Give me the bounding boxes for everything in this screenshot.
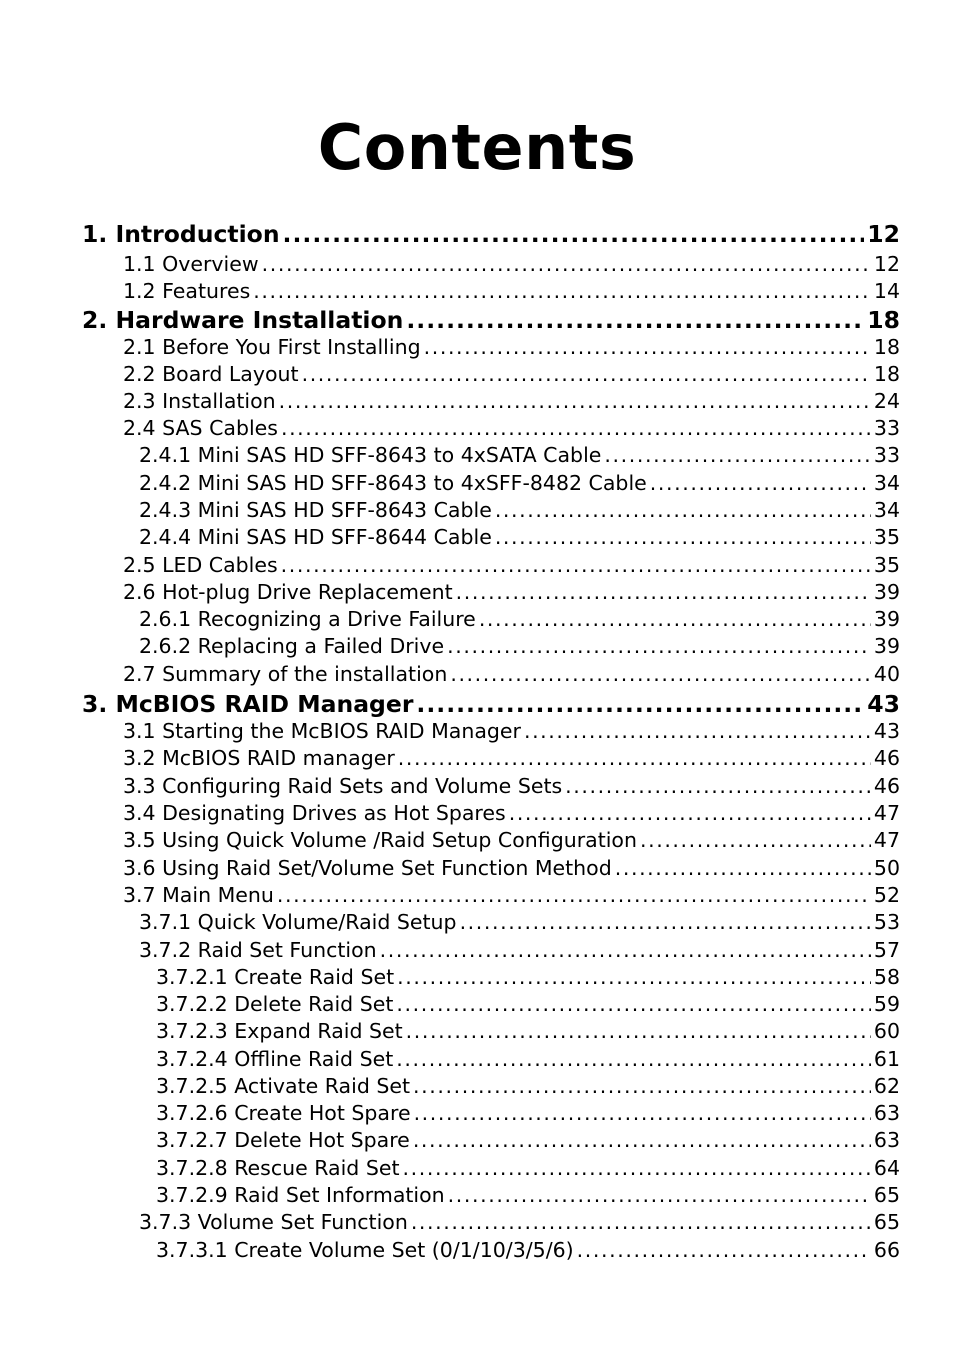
toc-entry-page-number: 39 [873, 634, 900, 658]
toc-entry-page-number: 46 [873, 746, 900, 770]
toc-entry-label: 3.2 McBIOS RAID manager [123, 746, 395, 770]
dot-leader [447, 634, 871, 658]
toc-entry-level-3[interactable] [0, 634, 954, 661]
toc-entry-label: 2.4.2 Mini SAS HD SFF-8643 to 4xSFF-8482 Cable [139, 471, 647, 495]
toc-entry-label: 3.7.2.7 Delete Hot Spare [156, 1128, 410, 1152]
toc-entry-level-3[interactable] [0, 910, 954, 937]
toc-entry-level-4[interactable] [0, 1047, 954, 1074]
toc-entry-page-number: 59 [873, 992, 900, 1016]
toc-entry-label: 2.4.3 Mini SAS HD SFF-8643 Cable [139, 498, 492, 522]
toc-entry-label: 2.6 Hot-plug Drive Replacement [123, 580, 453, 604]
toc-entry-label: 2.4 SAS Cables [123, 416, 278, 440]
toc-entry-label: 2.6.1 Recognizing a Drive Failure [139, 607, 476, 631]
dot-leader [406, 1019, 871, 1043]
toc-entry-page-number: 35 [873, 525, 900, 549]
dot-leader [640, 828, 871, 852]
toc-entry-label: 3.5 Using Quick Volume /Raid Setup Configuration [123, 828, 637, 852]
toc-entry-level-2[interactable] [0, 416, 954, 443]
toc-entry-level-4[interactable] [0, 1019, 954, 1046]
toc-entry-level-2[interactable] [0, 662, 954, 689]
toc-entry-page-number: 62 [873, 1074, 900, 1098]
dot-leader [406, 306, 864, 334]
toc-entry-label: 2.6.2 Replacing a Failed Drive [139, 634, 445, 658]
dot-leader [398, 746, 871, 770]
toc-entry-label: 3.7.2.5 Activate Raid Set [156, 1074, 411, 1098]
toc-entry-page-number: 52 [873, 883, 900, 907]
dot-leader [397, 965, 871, 989]
toc-entry-label: 3.7.2.8 Rescue Raid Set [156, 1156, 400, 1180]
toc-entry-page-number: 14 [873, 279, 900, 303]
dot-leader [253, 279, 871, 303]
toc-entry-page-number: 39 [873, 607, 900, 631]
dot-leader [495, 525, 871, 549]
dot-leader [283, 220, 865, 248]
dot-leader [413, 1128, 871, 1152]
toc-entry-level-3[interactable] [0, 443, 954, 470]
toc-entry-page-number: 58 [873, 965, 900, 989]
toc-entry-label: 2.4.4 Mini SAS HD SFF-8644 Cable [139, 525, 492, 549]
dot-leader [281, 416, 871, 440]
toc-entry-level-2[interactable] [0, 719, 954, 746]
toc-entry-label: 3.1 Starting the McBIOS RAID Manager [123, 719, 521, 743]
toc-entry-level-2[interactable] [0, 883, 954, 910]
dot-leader [416, 690, 864, 718]
toc-entry-level-4[interactable] [0, 1156, 954, 1183]
dot-leader [615, 856, 871, 880]
toc-entry-page-number: 12 [867, 220, 900, 248]
toc-entry-page-number: 39 [873, 580, 900, 604]
dot-leader [604, 443, 871, 467]
toc-entry-page-number: 18 [873, 362, 900, 386]
toc-entry-level-3[interactable] [0, 607, 954, 634]
toc-entry-page-number: 66 [873, 1238, 900, 1262]
dot-leader [403, 1156, 871, 1180]
dot-leader [277, 883, 871, 907]
toc-entry-page-number: 60 [873, 1019, 900, 1043]
toc-entry-level-4[interactable] [0, 1238, 954, 1265]
toc-entry-label: 1.1 Overview [123, 252, 259, 276]
toc-entry-page-number: 63 [873, 1128, 900, 1152]
toc-entry-label: 3.7.2.9 Raid Set Information [156, 1183, 445, 1207]
toc-entry-label: 2.3 Installation [123, 389, 276, 413]
toc-entry-label: 3.7.2.4 Offline Raid Set [156, 1047, 394, 1071]
toc-entry-level-4[interactable] [0, 992, 954, 1019]
toc-entry-page-number: 33 [873, 443, 900, 467]
dot-leader [396, 1047, 871, 1071]
dot-leader [414, 1101, 871, 1125]
toc-entry-level-4[interactable] [0, 1183, 954, 1210]
toc-entry-level-2[interactable] [0, 553, 954, 580]
toc-entry-label: 3.7.3 Volume Set Function [139, 1210, 408, 1234]
toc-entry-page-number: 35 [873, 553, 900, 577]
dot-leader [411, 1210, 871, 1234]
toc-entry-level-1[interactable] [0, 690, 954, 717]
dot-leader [524, 719, 871, 743]
toc-entry-page-number: 18 [867, 306, 900, 334]
toc-entry-label: 2.7 Summary of the installation [123, 662, 448, 686]
toc-entry-level-2[interactable] [0, 252, 954, 279]
toc-entry-label: 2.4.1 Mini SAS HD SFF-8643 to 4xSATA Cable [139, 443, 602, 467]
toc-entry-level-3[interactable] [0, 498, 954, 525]
toc-entry-label: 2.5 LED Cables [123, 553, 278, 577]
toc-entry-label: 2.2 Board Layout [123, 362, 299, 386]
dot-leader [380, 938, 871, 962]
toc-entry-page-number: 65 [873, 1183, 900, 1207]
toc-entry-page-number: 47 [873, 828, 900, 852]
dot-leader [424, 335, 871, 359]
toc-entry-page-number: 43 [873, 719, 900, 743]
dot-leader [460, 910, 871, 934]
toc-entry-level-2[interactable] [0, 856, 954, 883]
toc-entry-page-number: 47 [873, 801, 900, 825]
dot-leader [396, 992, 871, 1016]
toc-entry-page-number: 50 [873, 856, 900, 880]
dot-leader [456, 580, 871, 604]
toc-entry-label: 3.7.2 Raid Set Function [139, 938, 377, 962]
toc-entry-label: 3.7.2.2 Delete Raid Set [156, 992, 394, 1016]
toc-entry-page-number: 63 [873, 1101, 900, 1125]
toc-entry-page-number: 34 [873, 471, 900, 495]
toc-entry-page-number: 24 [873, 389, 900, 413]
dot-leader [279, 389, 871, 413]
toc-entry-level-2[interactable] [0, 828, 954, 855]
toc-entry-page-number: 53 [873, 910, 900, 934]
dot-leader [262, 252, 871, 276]
toc-entry-label: 1.2 Features [123, 279, 251, 303]
toc-entry-label: 3.4 Designating Drives as Hot Spares [123, 801, 506, 825]
toc-entry-page-number: 65 [873, 1210, 900, 1234]
dot-leader [495, 498, 871, 522]
toc-entry-level-2[interactable] [0, 389, 954, 416]
toc-entry-level-3[interactable] [0, 938, 954, 965]
toc-entry-page-number: 46 [873, 774, 900, 798]
toc-entry-level-2[interactable] [0, 774, 954, 801]
toc-entry-level-4[interactable] [0, 965, 954, 992]
toc-entry-level-2[interactable] [0, 362, 954, 389]
toc-entry-page-number: 57 [873, 938, 900, 962]
toc-entry-page-number: 34 [873, 498, 900, 522]
toc-entry-level-1[interactable] [0, 220, 954, 247]
dot-leader [448, 1183, 871, 1207]
toc-entry-label: 3.7.2.3 Expand Raid Set [156, 1019, 403, 1043]
toc-entry-label: 3.6 Using Raid Set/Volume Set Function Method [123, 856, 612, 880]
toc-entry-level-2[interactable] [0, 335, 954, 362]
toc-entry-label: 3. McBIOS RAID Manager [82, 690, 414, 718]
dot-leader [413, 1074, 871, 1098]
toc-entry-label: 3.7.2.1 Create Raid Set [156, 965, 395, 989]
toc-entry-page-number: 18 [873, 335, 900, 359]
toc-entry-level-3[interactable] [0, 471, 954, 498]
toc-entry-level-4[interactable] [0, 1101, 954, 1128]
toc-entry-level-2[interactable] [0, 580, 954, 607]
dot-leader [281, 553, 871, 577]
toc-entry-label: 3.7.2.6 Create Hot Spare [156, 1101, 411, 1125]
toc-entry-label: 2. Hardware Installation [82, 306, 404, 334]
toc-entry-page-number: 12 [873, 252, 900, 276]
dot-leader [479, 607, 871, 631]
toc-entry-label: 2.1 Before You First Installing [123, 335, 421, 359]
dot-leader [509, 801, 871, 825]
page-title: Contents [317, 111, 637, 184]
toc-entry-level-3[interactable] [0, 1210, 954, 1237]
toc-entry-label: 3.7.3.1 Create Volume Set (0/1/10/3/5/6) [156, 1238, 574, 1262]
toc-entry-level-2[interactable] [0, 801, 954, 828]
dot-leader [565, 774, 871, 798]
dot-leader [577, 1238, 871, 1262]
dot-leader [650, 471, 871, 495]
dot-leader [450, 662, 871, 686]
toc-entry-label: 3.3 Configuring Raid Sets and Volume Sets [123, 774, 563, 798]
toc-entry-label: 3.7.1 Quick Volume/Raid Setup [139, 910, 457, 934]
toc-entry-level-4[interactable] [0, 1128, 954, 1155]
toc-entry-page-number: 61 [873, 1047, 900, 1071]
toc-entry-level-1[interactable] [0, 306, 954, 333]
dot-leader [302, 362, 871, 386]
toc-entry-level-3[interactable] [0, 525, 954, 552]
toc-entry-level-4[interactable] [0, 1074, 954, 1101]
toc-entry-label: 1. Introduction [82, 220, 280, 248]
toc-entry-level-2[interactable] [0, 746, 954, 773]
toc-entry-page-number: 40 [873, 662, 900, 686]
toc-entry-page-number: 43 [867, 690, 900, 718]
toc-entry-label: 3.7 Main Menu [123, 883, 274, 907]
toc-entry-page-number: 33 [873, 416, 900, 440]
toc-entry-level-2[interactable] [0, 279, 954, 306]
toc-entry-page-number: 64 [873, 1156, 900, 1180]
